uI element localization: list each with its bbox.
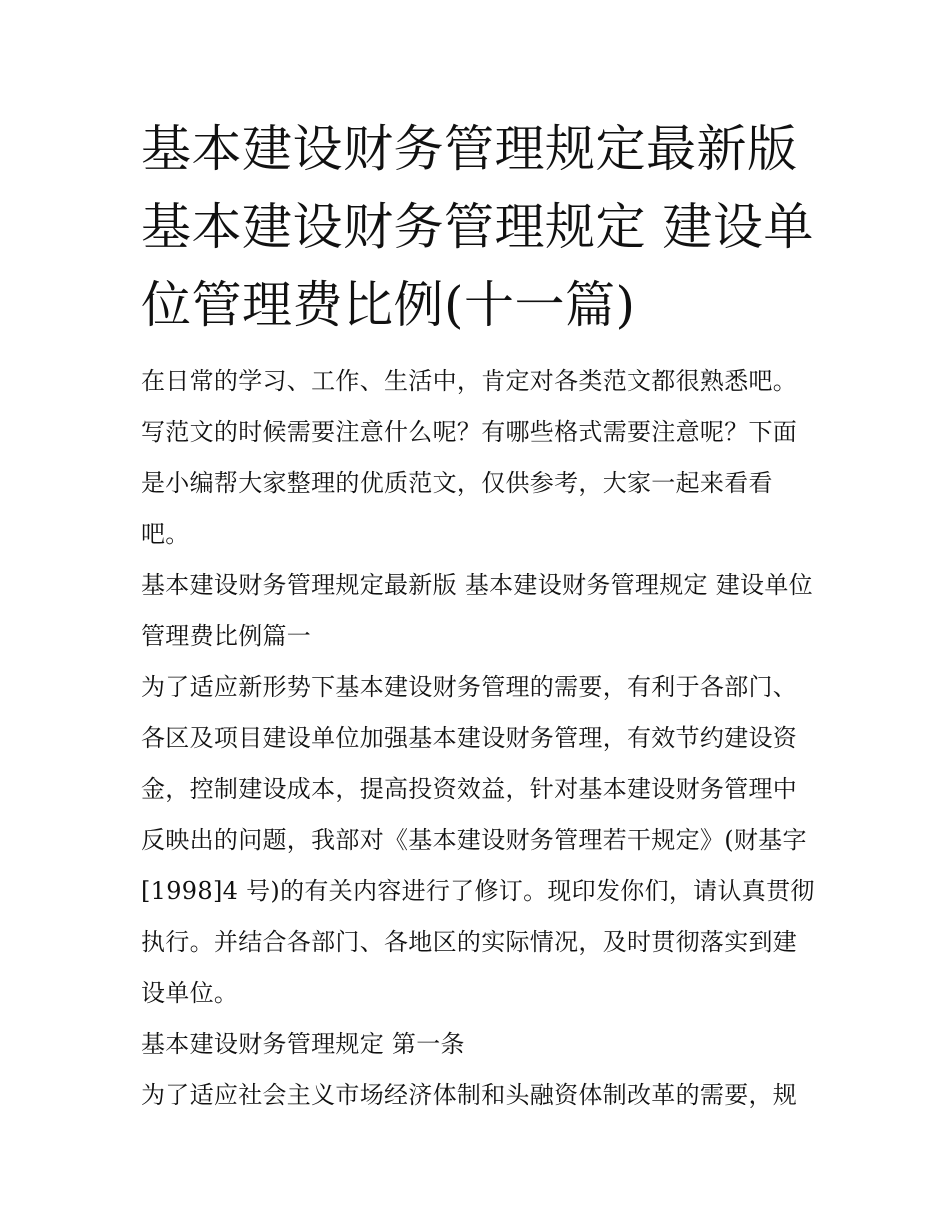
section-heading-1: 基本建设财务管理规定最新版 基本建设财务管理规定 建设单位管理费比例篇一 — [141, 571, 813, 650]
section-body-1: 为了适应新形势下基本建设财务管理的需要，有利于各部门、各区及项目建设单位加强基本建设财务管理，有效节约建设资金，控制建设成本，提高投资效益，针对基本建设财务管理中反映出的问题，我部对《基本建设财务管理若干规定》(财基字[1998]4 号)的有关内容进行了修订。现印发你们，请认真贯彻执行。并结合各部门、各地区的实际情况，及时贯彻落实到建设单位。 — [141, 673, 815, 1007]
document-content — [141, 110, 821, 1121]
section-body-2: 为了适应社会主义市场经济体制和头融资体制改革的需要，规 — [141, 1081, 798, 1109]
intro-paragraph: 在日常的学习、工作、生活中，肯定对各类范文都很熟悉吧。写范文的时候需要注意什么呢？有哪些格式需要注意呢？下面是小编帮大家整理的优质范文，仅供参考，大家一起来看看吧。 — [141, 367, 798, 548]
section-heading-2: 基本建设财务管理规定 第一条 — [141, 1030, 465, 1058]
document-title: 基本建设财务管理规定最新版 基本建设财务管理规定 建设单位管理费比例(十一篇) — [141, 120, 814, 334]
